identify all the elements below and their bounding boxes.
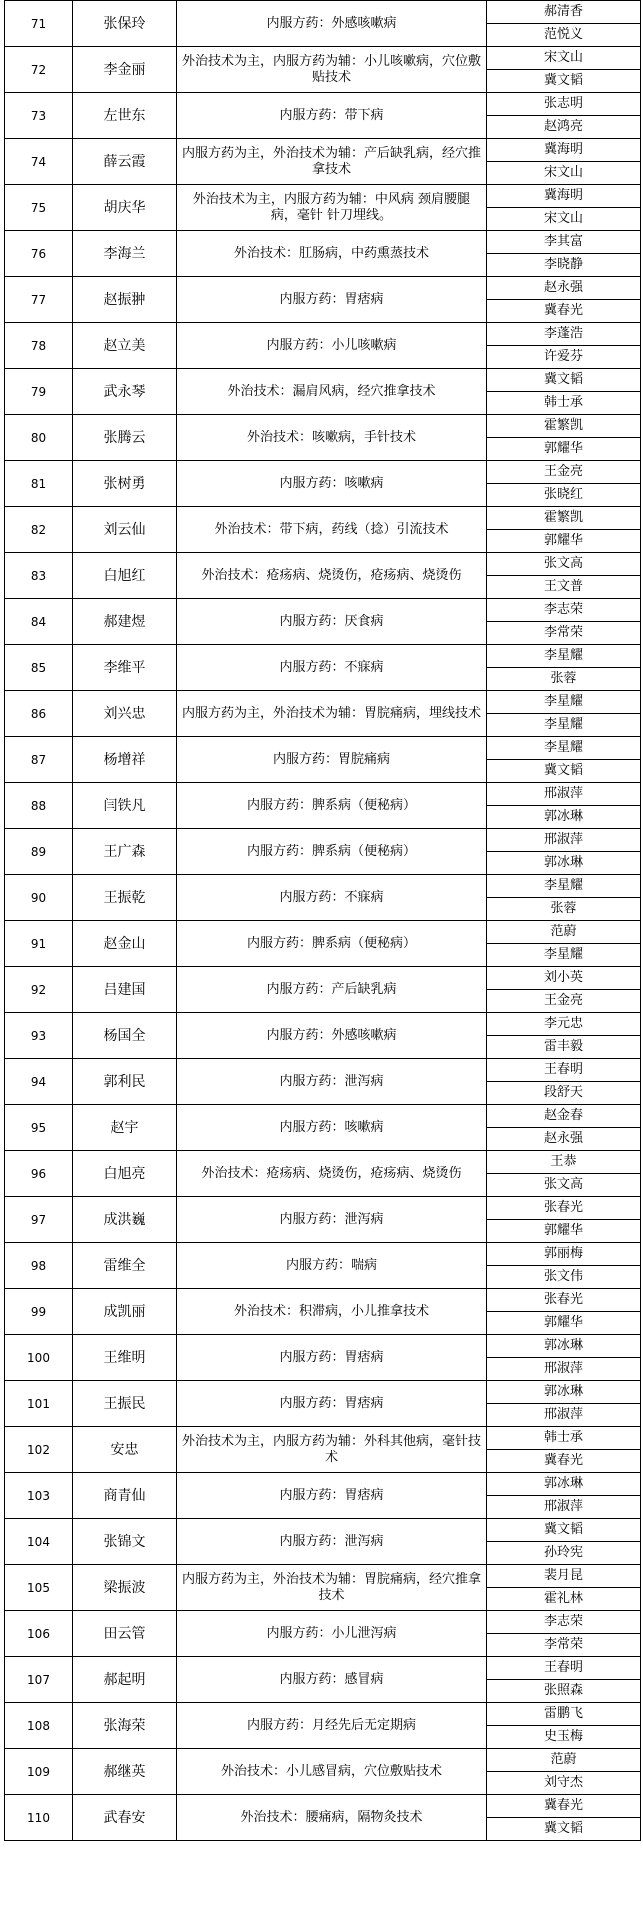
table-row — [5, 967, 641, 990]
study-project: 内服方药：咳嗽病 — [177, 461, 487, 507]
student-name: 成凯丽 — [73, 1289, 177, 1335]
student-name: 王广森 — [73, 829, 177, 875]
mentor-name: 张照森 — [487, 1680, 641, 1703]
study-project: 内服方药：泄泻病 — [177, 1197, 487, 1243]
row-number: 78 — [5, 323, 73, 369]
table-row — [5, 277, 641, 300]
mentor-name: 冀文韬 — [487, 70, 641, 93]
table-row — [5, 1151, 641, 1174]
row-number: 105 — [5, 1565, 73, 1611]
student-name: 白旭红 — [73, 553, 177, 599]
study-project: 内服方药为主，外治技术为辅：产后缺乳病，经穴推拿技术 — [177, 139, 487, 185]
row-number: 91 — [5, 921, 73, 967]
row-number: 92 — [5, 967, 73, 1013]
row-number: 89 — [5, 829, 73, 875]
mentor-name: 王春明 — [487, 1059, 641, 1082]
study-project: 内服方药：脾系病（便秘病） — [177, 829, 487, 875]
study-project: 外治技术：积滞病，小儿推拿技术 — [177, 1289, 487, 1335]
row-number: 100 — [5, 1335, 73, 1381]
mentor-name: 冀春光 — [487, 300, 641, 323]
study-project: 内服方药：喘病 — [177, 1243, 487, 1289]
table-row — [5, 1381, 641, 1404]
study-project: 内服方药：不寐病 — [177, 875, 487, 921]
table-row — [5, 737, 641, 760]
mentor-name: 张蓉 — [487, 668, 641, 691]
study-project: 内服方药：小儿泄泻病 — [177, 1611, 487, 1657]
study-project: 内服方药：感冒病 — [177, 1657, 487, 1703]
study-project: 内服方药：胃痞病 — [177, 1473, 487, 1519]
mentor-name: 邢淑萍 — [487, 783, 641, 806]
mentor-name: 王金亮 — [487, 990, 641, 1013]
mentor-name: 孙玲宪 — [487, 1542, 641, 1565]
row-number: 87 — [5, 737, 73, 783]
student-name: 刘兴忠 — [73, 691, 177, 737]
mentor-name: 雷丰毅 — [487, 1036, 641, 1059]
mentor-name: 李星耀 — [487, 714, 641, 737]
student-name: 赵振翀 — [73, 277, 177, 323]
roster-body — [5, 1, 641, 1841]
row-number: 95 — [5, 1105, 73, 1151]
mentor-name: 段舒天 — [487, 1082, 641, 1105]
study-project: 外治技术：疮疡病、烧烫伤，疮疡病、烧烫伤 — [177, 553, 487, 599]
table-row — [5, 1289, 641, 1312]
mentor-name: 李星耀 — [487, 737, 641, 760]
study-project: 内服方药：不寐病 — [177, 645, 487, 691]
student-name: 左世东 — [73, 93, 177, 139]
mentor-name: 李蓬浩 — [487, 323, 641, 346]
mentor-name: 李元忠 — [487, 1013, 641, 1036]
mentor-name: 范蔚 — [487, 921, 641, 944]
student-name: 杨国全 — [73, 1013, 177, 1059]
mentor-name: 王春明 — [487, 1657, 641, 1680]
student-name: 吕建国 — [73, 967, 177, 1013]
row-number: 75 — [5, 185, 73, 231]
row-number: 82 — [5, 507, 73, 553]
table-row — [5, 1, 641, 24]
mentor-name: 宋文山 — [487, 162, 641, 185]
mentor-name: 郝清香 — [487, 1, 641, 24]
student-name: 赵金山 — [73, 921, 177, 967]
student-name: 张保玲 — [73, 1, 177, 47]
row-number: 84 — [5, 599, 73, 645]
table-row — [5, 93, 641, 116]
study-project: 外治技术：小儿感冒病，穴位敷贴技术 — [177, 1749, 487, 1795]
study-project: 内服方药：月经先后无定期病 — [177, 1703, 487, 1749]
mentor-name: 韩士承 — [487, 1427, 641, 1450]
study-project: 内服方药为主，外治技术为辅：胃脘痛病，经穴推拿技术 — [177, 1565, 487, 1611]
table-row — [5, 645, 641, 668]
table-row — [5, 1335, 641, 1358]
row-number: 73 — [5, 93, 73, 139]
student-name: 张海荣 — [73, 1703, 177, 1749]
mentor-name: 冀文韬 — [487, 1519, 641, 1542]
student-name: 郝建煜 — [73, 599, 177, 645]
student-name: 赵宇 — [73, 1105, 177, 1151]
row-number: 104 — [5, 1519, 73, 1565]
table-row — [5, 599, 641, 622]
student-name: 张腾云 — [73, 415, 177, 461]
study-project: 外治技术：咳嗽病，手针技术 — [177, 415, 487, 461]
row-number: 85 — [5, 645, 73, 691]
mentor-name: 史玉梅 — [487, 1726, 641, 1749]
mentor-name: 冀文韬 — [487, 369, 641, 392]
mentor-name: 雷鹏飞 — [487, 1703, 641, 1726]
mentor-name: 邢淑萍 — [487, 1358, 641, 1381]
mentor-name: 霍繁凯 — [487, 507, 641, 530]
study-project: 内服方药：泄泻病 — [177, 1059, 487, 1105]
mentor-name: 李星耀 — [487, 875, 641, 898]
mentor-name: 张春光 — [487, 1289, 641, 1312]
mentor-name: 许爱芬 — [487, 346, 641, 369]
table-row — [5, 1749, 641, 1772]
study-project: 外治技术：带下病，药线（捻）引流技术 — [177, 507, 487, 553]
row-number: 77 — [5, 277, 73, 323]
row-number: 90 — [5, 875, 73, 921]
student-name: 武永琴 — [73, 369, 177, 415]
row-number: 79 — [5, 369, 73, 415]
table-row — [5, 553, 641, 576]
mentor-name: 韩士承 — [487, 392, 641, 415]
table-row — [5, 691, 641, 714]
mentor-name: 范蔚 — [487, 1749, 641, 1772]
table-row — [5, 507, 641, 530]
mentor-name: 张文高 — [487, 553, 641, 576]
mentor-name: 范悦义 — [487, 24, 641, 47]
row-number: 99 — [5, 1289, 73, 1335]
study-project: 外治技术：疮疡病、烧烫伤，疮疡病、烧烫伤 — [177, 1151, 487, 1197]
student-name: 杨增祥 — [73, 737, 177, 783]
table-row — [5, 185, 641, 208]
table-row — [5, 139, 641, 162]
mentor-name: 李志荣 — [487, 1611, 641, 1634]
row-number: 103 — [5, 1473, 73, 1519]
mentor-name: 邢淑萍 — [487, 1496, 641, 1519]
row-number: 80 — [5, 415, 73, 461]
row-number: 81 — [5, 461, 73, 507]
mentor-name: 郭冰琳 — [487, 1335, 641, 1358]
student-name: 郝起明 — [73, 1657, 177, 1703]
study-project: 内服方药：小儿咳嗽病 — [177, 323, 487, 369]
table-row — [5, 415, 641, 438]
study-project: 外治技术：肛肠病，中药熏蒸技术 — [177, 231, 487, 277]
row-number: 74 — [5, 139, 73, 185]
study-project: 内服方药：胃痞病 — [177, 1381, 487, 1427]
student-name: 安忠 — [73, 1427, 177, 1473]
mentor-name: 张蓉 — [487, 898, 641, 921]
student-name: 雷维全 — [73, 1243, 177, 1289]
study-project: 内服方药：咳嗽病 — [177, 1105, 487, 1151]
mentor-name: 邢淑萍 — [487, 829, 641, 852]
student-name: 王振乾 — [73, 875, 177, 921]
mentor-name: 郭丽梅 — [487, 1243, 641, 1266]
row-number: 102 — [5, 1427, 73, 1473]
mentor-name: 张文伟 — [487, 1266, 641, 1289]
row-number: 93 — [5, 1013, 73, 1059]
mentor-name: 王恭 — [487, 1151, 641, 1174]
table-row — [5, 1473, 641, 1496]
table-row — [5, 369, 641, 392]
mentor-name: 霍礼林 — [487, 1588, 641, 1611]
student-name: 张树勇 — [73, 461, 177, 507]
table-row — [5, 231, 641, 254]
student-name: 白旭亮 — [73, 1151, 177, 1197]
mentor-name: 邢淑萍 — [487, 1404, 641, 1427]
table-row — [5, 1427, 641, 1450]
row-number: 98 — [5, 1243, 73, 1289]
student-name: 刘云仙 — [73, 507, 177, 553]
mentor-name: 李常荣 — [487, 622, 641, 645]
mentor-name: 李星耀 — [487, 944, 641, 967]
mentor-name: 赵永强 — [487, 1128, 641, 1151]
student-name: 张锦文 — [73, 1519, 177, 1565]
mentor-name: 郭耀华 — [487, 1312, 641, 1335]
study-project: 内服方药：脾系病（便秘病） — [177, 783, 487, 829]
row-number: 107 — [5, 1657, 73, 1703]
mentor-name: 冀春光 — [487, 1795, 641, 1818]
table-row — [5, 783, 641, 806]
mentor-name: 李其富 — [487, 231, 641, 254]
student-name: 赵立美 — [73, 323, 177, 369]
mentor-name: 郭耀华 — [487, 530, 641, 553]
mentor-name: 郭冰琳 — [487, 852, 641, 875]
roster-table — [4, 0, 641, 1841]
student-name: 王振民 — [73, 1381, 177, 1427]
row-number: 97 — [5, 1197, 73, 1243]
table-row — [5, 1105, 641, 1128]
mentor-name: 李常荣 — [487, 1634, 641, 1657]
mentor-name: 张春光 — [487, 1197, 641, 1220]
student-name: 商青仙 — [73, 1473, 177, 1519]
study-project: 外治技术：漏肩风病，经穴推拿技术 — [177, 369, 487, 415]
row-number: 76 — [5, 231, 73, 277]
study-project: 内服方药为主，外治技术为辅：胃脘痛病，埋线技术 — [177, 691, 487, 737]
student-name: 田云管 — [73, 1611, 177, 1657]
student-name: 梁振波 — [73, 1565, 177, 1611]
mentor-name: 张晓红 — [487, 484, 641, 507]
row-number: 88 — [5, 783, 73, 829]
study-project: 内服方药：外感咳嗽病 — [177, 1013, 487, 1059]
mentor-name: 郭冰琳 — [487, 1473, 641, 1496]
mentor-name: 霍繁凯 — [487, 415, 641, 438]
row-number: 101 — [5, 1381, 73, 1427]
study-project: 外治技术为主，内服方药为辅：中风病 颈肩腰腿病，毫针 针刀埋线。 — [177, 185, 487, 231]
student-name: 李金丽 — [73, 47, 177, 93]
mentor-name: 王金亮 — [487, 461, 641, 484]
mentor-name: 郭耀华 — [487, 438, 641, 461]
mentor-name: 刘小英 — [487, 967, 641, 990]
table-row — [5, 921, 641, 944]
mentor-name: 李志荣 — [487, 599, 641, 622]
mentor-name: 赵鸿亮 — [487, 116, 641, 139]
student-name: 薛云霞 — [73, 139, 177, 185]
study-project: 内服方药：产后缺乳病 — [177, 967, 487, 1013]
mentor-name: 赵金春 — [487, 1105, 641, 1128]
table-row — [5, 1611, 641, 1634]
study-project: 内服方药：厌食病 — [177, 599, 487, 645]
row-number: 110 — [5, 1795, 73, 1841]
row-number: 96 — [5, 1151, 73, 1197]
row-number: 109 — [5, 1749, 73, 1795]
study-project: 外治技术：腰痛病，隔物灸技术 — [177, 1795, 487, 1841]
study-project: 内服方药：胃脘痛病 — [177, 737, 487, 783]
study-project: 外治技术为主，内服方药为辅：小儿咳嗽病，穴位敷贴技术 — [177, 47, 487, 93]
study-project: 内服方药：外感咳嗽病 — [177, 1, 487, 47]
mentor-name: 张志明 — [487, 93, 641, 116]
mentor-name: 郭冰琳 — [487, 1381, 641, 1404]
student-name: 胡庆华 — [73, 185, 177, 231]
mentor-name: 郭冰琳 — [487, 806, 641, 829]
table-row — [5, 47, 641, 70]
table-row — [5, 1519, 641, 1542]
mentor-name: 郭耀华 — [487, 1220, 641, 1243]
mentor-name: 王文普 — [487, 576, 641, 599]
table-row — [5, 1059, 641, 1082]
row-number: 72 — [5, 47, 73, 93]
table-row — [5, 1795, 641, 1818]
study-project: 内服方药：胃痞病 — [177, 1335, 487, 1381]
table-row — [5, 829, 641, 852]
table-row — [5, 1703, 641, 1726]
mentor-name: 冀海明 — [487, 139, 641, 162]
study-project: 内服方药：脾系病（便秘病） — [177, 921, 487, 967]
table-row — [5, 1657, 641, 1680]
study-project: 内服方药：带下病 — [177, 93, 487, 139]
mentor-name: 冀春光 — [487, 1450, 641, 1473]
table-row — [5, 323, 641, 346]
mentor-name: 李晓静 — [487, 254, 641, 277]
mentor-name: 冀海明 — [487, 185, 641, 208]
mentor-name: 李星耀 — [487, 645, 641, 668]
row-number: 106 — [5, 1611, 73, 1657]
mentor-name: 冀文韬 — [487, 1818, 641, 1841]
mentor-name: 裴月昆 — [487, 1565, 641, 1588]
student-name: 成洪巍 — [73, 1197, 177, 1243]
mentor-name: 宋文山 — [487, 47, 641, 70]
table-row — [5, 1243, 641, 1266]
mentor-name: 刘守杰 — [487, 1772, 641, 1795]
mentor-name: 张文高 — [487, 1174, 641, 1197]
table-row — [5, 1565, 641, 1588]
study-project: 外治技术为主，内服方药为辅：外科其他病，毫针技术 — [177, 1427, 487, 1473]
student-name: 闫铁凡 — [73, 783, 177, 829]
student-name: 王维明 — [73, 1335, 177, 1381]
table-row — [5, 875, 641, 898]
study-project: 内服方药：泄泻病 — [177, 1519, 487, 1565]
row-number: 86 — [5, 691, 73, 737]
mentor-name: 宋文山 — [487, 208, 641, 231]
mentor-name: 冀文韬 — [487, 760, 641, 783]
row-number: 94 — [5, 1059, 73, 1105]
row-number: 108 — [5, 1703, 73, 1749]
student-name: 武春安 — [73, 1795, 177, 1841]
student-name: 李维平 — [73, 645, 177, 691]
student-name: 郭利民 — [73, 1059, 177, 1105]
row-number: 71 — [5, 1, 73, 47]
table-row — [5, 1197, 641, 1220]
study-project: 内服方药：胃痞病 — [177, 277, 487, 323]
mentor-name: 李星耀 — [487, 691, 641, 714]
mentor-name: 赵永强 — [487, 277, 641, 300]
student-name: 李海兰 — [73, 231, 177, 277]
row-number: 83 — [5, 553, 73, 599]
student-name: 郝继英 — [73, 1749, 177, 1795]
table-row — [5, 461, 641, 484]
table-row — [5, 1013, 641, 1036]
